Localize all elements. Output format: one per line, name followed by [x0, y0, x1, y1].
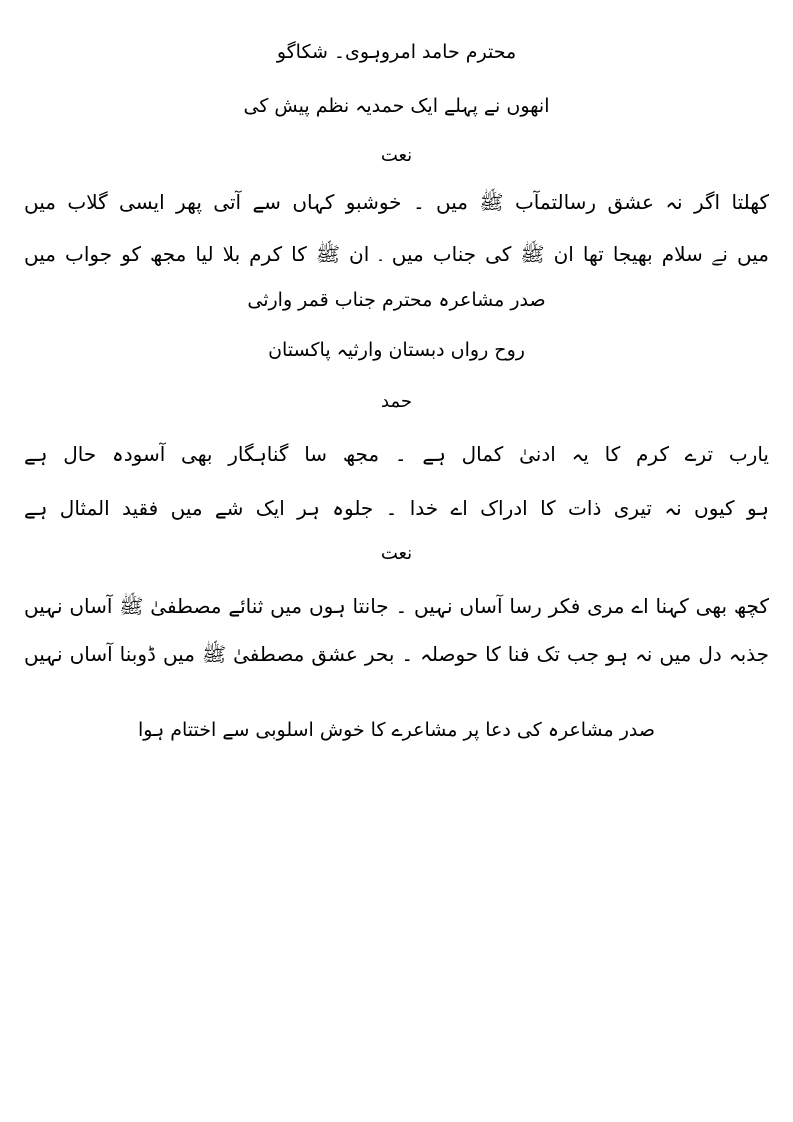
- hamd-heading: حمد: [381, 391, 412, 412]
- hamd-verse-2: ہو کیوں نہ تیری ذات کا ادراک اے خدا ۔ جلوہ ہر ایک شے میں فقید المثال ہے: [24, 496, 769, 520]
- poet-title: محترم حامد امروہوی۔ شکاگو: [276, 41, 517, 63]
- president-title: روح رواں دبستان وارثیہ پاکستان: [268, 339, 525, 361]
- naat-verse-1: کھلتا اگر نہ عشق رسالتمآب ﷺ میں ۔ خوشبو کہاں سے آتی پھر ایسی گلاب میں: [24, 190, 769, 214]
- naat2-verse-1: کچھ بھی کہنا اے مری فکر رسا آساں نہیں ۔ جانتا ہوں میں ثنائے مصطفیٰ ﷺ آساں نہیں: [24, 594, 769, 618]
- intro-note: انھوں نے پہلے ایک حمدیہ نظم پیش کی: [243, 95, 550, 117]
- hamd-verse-1: یارب ترے کرم کا یہ ادنیٰ کمال ہے ۔ مجھ سا گناہگار بھی آسودہ حال ہے: [24, 442, 769, 466]
- naat-heading-2: نعت: [380, 543, 413, 564]
- naat2-verse-2: جذبہ دل میں نہ ہو جب تک فنا کا حوصلہ ۔ بحر عشق مصطفیٰ ﷺ میں ڈوبنا آساں نہیں: [24, 642, 769, 666]
- naat-heading: نعت: [380, 145, 413, 166]
- president-name: صدر مشاعرہ محترم جناب قمر وارثی: [247, 289, 546, 311]
- closing-note: صدر مشاعرہ کی دعا پر مشاعرے کا خوش اسلوبی سے اختتام ہوا: [137, 719, 656, 741]
- naat-verse-2: میں نے سلام بھیجا تھا ان ﷺ کی جناب میں ۔ ان ﷺ کا کرم بلا لیا مجھ کو جواب میں: [24, 242, 769, 266]
